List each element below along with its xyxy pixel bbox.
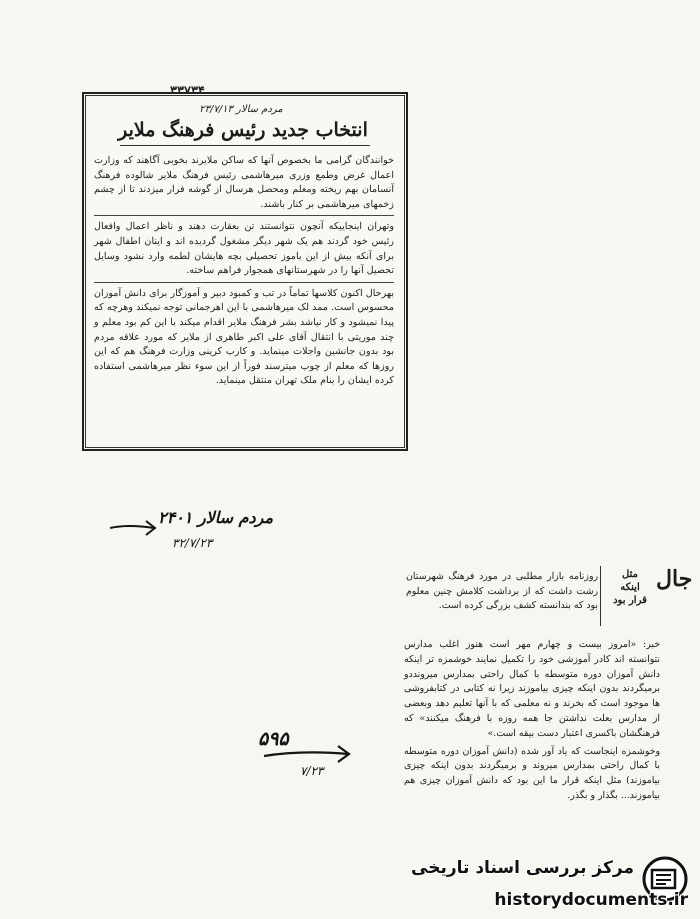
clipping-2-intro: روزنامه بازار مطلبی در مورد فرهنگ شهرستان رشت داشت که از برداشت کلامش چنین معلوم بود که بندانسته کشف بزرگی کرده است. bbox=[406, 571, 598, 612]
clipping-2-body bbox=[404, 638, 660, 807]
clipping-1-paragraph: بهرحال اکنون کلاسها تماماً در تب و کمبود دبیر و آموزگار برای دانش آموزان محسوس است. ممد لک میرهاشمی با این اهرجمانی توجه نمیکند وهرچه که پیدا نمیشود و کار نیاشد بشر فرهنگ ملایر اقدام میکند با این کم بود معلم و چند موریتی با انتقال آقای علی اکبر طاهری از ملایر که مورد علاقه مردم بود بدون جانشین واجلات مینماید. و کارب کرینی وزارت فرهنگ هم که این روزها که معلم از چوب میترسند فوراً از این سوء نظر میرهاشمی استفاده کرده ایشان را بنام ملک تهران منتقل مینماید. bbox=[94, 287, 394, 387]
handwritten-date-2: ۷/۲۳ bbox=[300, 764, 324, 778]
clipping-1-body bbox=[94, 154, 394, 391]
paragraph-divider bbox=[94, 215, 394, 216]
column-title-line: اینکه bbox=[620, 582, 640, 593]
clipping-1-headline: انتخاب جدید رئیس فرهنگ ملایر bbox=[118, 119, 368, 141]
clipping-2-paragraph: وخوشمزه اینجاست که یاد آور شده (دانش آموزان دوره متوسطه با کمال راحتی بمدارس میروند و برمیگردند بدون اینکه چیزی بیاموزند) مثل اینکه قرار ما این بود که دانش آموزان چیزی هم بیاموزند... بگذار و بگذر. bbox=[404, 745, 660, 801]
clipping-2-paragraph: خبر: «امروز بیست و چهارم مهر است هنوز اغلب مدارس نتوانسته اند کادر آموزشی خود را تکمیل نمایند خوشمزه تر اینکه دانش آموزان دوره متوسطه با کمال راحتی بمدارس میرونددو برمیگردند بدون اینکه چیزی بیاموزند زیرا نه کتابی در کتابفروشی ها موجود است که بخرند و نه معلمی که با آنها تعلیم دهد وبعضی از مدارس بعلت نداشتن جا همه روزه با فرهنگ میکنند» که فرهنگشان باکسری اعتبار دست بیقه است.» bbox=[404, 639, 660, 739]
clipping-1-paragraph: وتهران اینجاییکه آنچون نتوانستند تن بعقارت دهند و ناظر اعمال وافعال رئیس خود گردند هم یک شهر دیگر مشغول گردیده اند و اینان اطفال شهر برای آنکه بیش از این باموز تحصیلی بچه هایشان لطمه وارد نشود وسایل تحصیل آنها را در شهرستانهای همجوار فراهم ساخته. bbox=[94, 221, 394, 277]
handwritten-date-1-sub: ۳۲/۷/۲۳ bbox=[172, 536, 213, 550]
handwritten-arrow-icon bbox=[108, 516, 158, 540]
column-title-line: قرار بود bbox=[613, 595, 647, 606]
watermark bbox=[386, 852, 700, 919]
clipping-2-column-title bbox=[604, 568, 656, 607]
clipping-1-source-note: مردم سالار ۲۳/۷/۱۳ bbox=[199, 104, 283, 115]
clipping-2-edge-mark: جال bbox=[656, 566, 693, 592]
paragraph-divider bbox=[94, 282, 394, 283]
handwritten-number-2: ۵۹۵ bbox=[258, 728, 289, 750]
handwritten-date-1: مردم سالار ۲۴۰۱ bbox=[158, 508, 274, 527]
column-title-line: مثل bbox=[622, 569, 638, 580]
watermark-url: historydocuments.ir bbox=[494, 890, 688, 910]
column-divider bbox=[600, 566, 601, 626]
clipping-1-paragraph: خوانندگان گرامی ما بخصوص آنها که ساکن ملایرند بخوبی آگاهند که وزارت اعمال غرض وطمع وزری میرهاشمی رئیس فرهنگ ملایر شالوده فرهنگ آنسامان بهم ریخته ومعلم ومحصل هرسال از گوشه فرار میزدند تا از چشم زخمهای میرهاشمی بر کنار باشند. bbox=[94, 155, 394, 210]
watermark-title: مرکز بررسی اسناد تاریخی bbox=[411, 858, 634, 878]
headline-rule bbox=[120, 145, 370, 146]
